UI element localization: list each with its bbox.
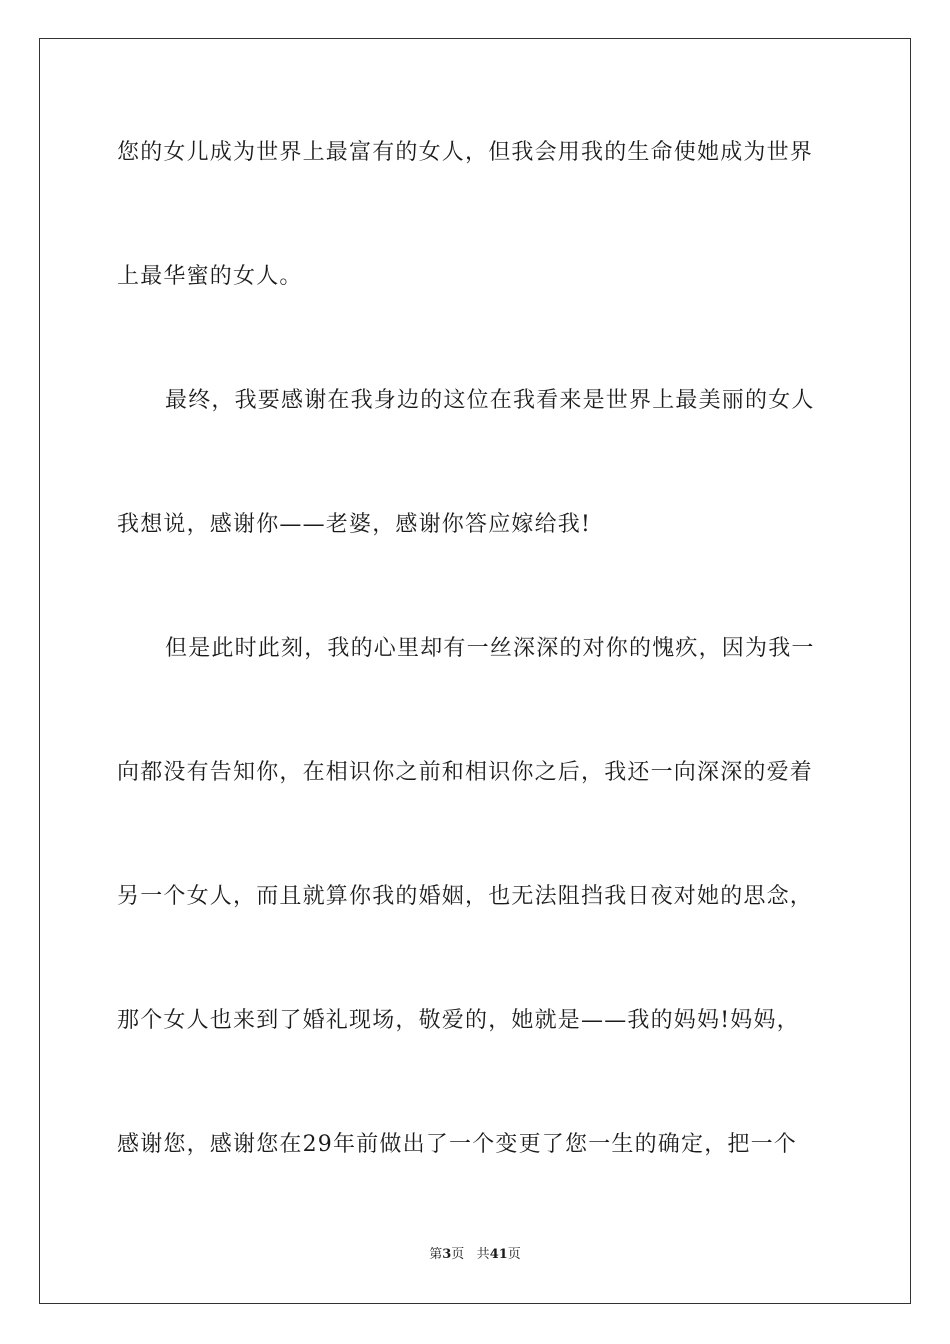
paragraph-line-3: 最终，我要感谢在我身边的这位在我看来是世界上最美丽的女人: [165, 388, 815, 413]
paragraph-line-4: 我想说，感谢你——老婆，感谢你答应嫁给我!: [117, 512, 592, 537]
paragraph-line-9: 感谢您，感谢您在29年前做出了一个变更了您一生的确定，把一个: [117, 1132, 797, 1157]
page-footer: [0, 1246, 950, 1264]
footer-prefix: 第: [429, 1247, 443, 1262]
footer-page-suffix: 页: [451, 1247, 465, 1262]
paragraph-line-6: 向都没有告知你，在相识你之前和相识你之后，我还一向深深的爱着: [117, 760, 814, 785]
paragraph-line-5: 但是此时此刻，我的心里却有一丝深深的对你的愧疚，因为我一: [165, 636, 815, 661]
page-border: [39, 38, 911, 1304]
paragraph-line-1: 您的女儿成为世界上最富有的女人，但我会用我的生命使她成为世界: [117, 140, 814, 165]
footer-total-suffix: 页: [507, 1247, 521, 1262]
footer-total-prefix: 共: [476, 1247, 490, 1262]
current-page-number: 3: [442, 1247, 452, 1262]
paragraph-line-8: 那个女人也来到了婚礼现场，敬爱的，她就是——我的妈妈!妈妈，: [117, 1008, 800, 1033]
total-page-count: 41: [489, 1247, 508, 1262]
paragraph-line-7: 另一个女人，而且就算你我的婚姻，也无法阻挡我日夜对她的思念，: [117, 884, 814, 909]
paragraph-line-2: 上最华蜜的女人。: [117, 264, 303, 289]
